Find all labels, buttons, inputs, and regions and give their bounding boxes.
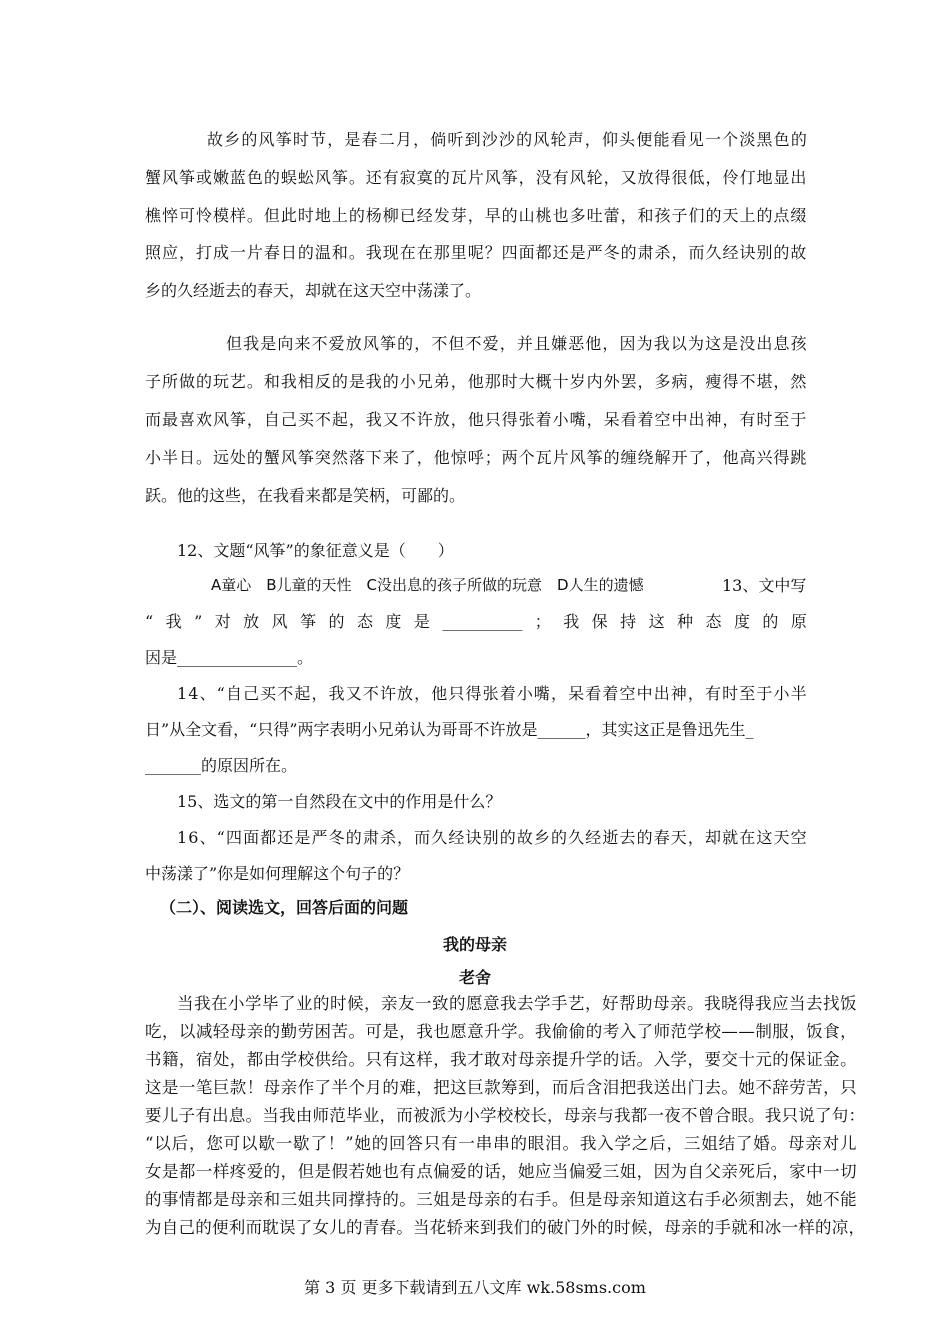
page-footer: 第 3 页 更多下载请到五八文库 wk.58sms.com xyxy=(304,1278,646,1297)
question-12-options: A童心 B儿童的天性 C没出息的孩子所做的玩意 D人生的遗憾 xyxy=(211,576,644,594)
q13-token: 对 xyxy=(214,612,231,631)
text-line: 樵 悴 可 怜 模 样 。 但 此 时 地 上 的 杨 柳 已 经 发 芽 ， 早 的 山 桃 也 多 吐 蕾 ， 和 孩 子 们 的 天 上 的 点 缀 xyxy=(145,206,807,225)
text-line: 为 自 己 的 便 利 而 耽 误 了 女 儿 的 青 春 。 当 花 轿 来 到 我 们 的 破 门 外 的 时 候 ， 母 亲 的 手 就 和 冰 一 样 的 凉 ， xyxy=(145,1218,865,1237)
q13-token: 度 xyxy=(385,612,402,631)
q13-token: 度 xyxy=(733,612,750,631)
question-13-line3: 因是_______________。 xyxy=(145,648,314,667)
article-author: 老舍 xyxy=(458,968,491,987)
q13-token: 态 xyxy=(705,612,722,631)
question-16-line1: 1 6 、 “ 四 面 都 还 是 严 冬 的 肃 杀 ， 而 久 经 诀 别 的 故 乡 的 久 经 逝 去 的 春 天 ， 却 就 在 这 天 空 xyxy=(177,828,807,847)
q13-token: 的 xyxy=(762,612,779,631)
text-line: 当 我 在 小 学 毕 了 业 的 时 候 ， 亲 友 一 致 的 愿 意 我 去 学 手 艺 ， 好 帮 助 母 亲 。 我 晓 得 我 应 当 去 找 饭 xyxy=(177,994,857,1013)
text-line: 吃 ， 以 减 轻 母 亲 的 勤 劳 困 苦 。 可 是 ， 我 也 愿 意 升 学 。 我 偷 偷 的 考 入 了 师 范 学 校 — — 制 服 ， 饭 食 ， xyxy=(145,1022,857,1041)
question-14-line1: 1 4 、 “ 自 己 买 不 起 ， 我 又 不 许 放 ， 他 只 得 张 着 小 嘴 ， 呆 看 着 空 中 出 神 ， 有 时 至 于 小 半 xyxy=(177,684,807,703)
text-line: 但 我 是 向 来 不 爱 放 风 筝 的 ， 不 但 不 爱 ， 并 且 嫌 恶 他 ， 因 为 我 以 为 这 是 没 出 息 孩 xyxy=(226,334,807,353)
q13-token: ； xyxy=(534,612,551,631)
text-line: 的 事 情 都 是 母 亲 和 三 姐 共 同 撑 持 的 。 三 姐 是 母 亲 的 右 手 。 但 是 母 亲 知 道 这 右 手 必 须 割 去 ， 她 不 能 xyxy=(145,1190,857,1209)
q13-token: 的 xyxy=(328,612,345,631)
q13-token: 我 xyxy=(165,612,182,631)
question-14-line3: _______的原因所在。 xyxy=(145,756,298,775)
text-line: 蟹 风 筝 或 嫩 蓝 色 的 蜈 蚣 风 筝 。 还 有 寂 寞 的 瓦 片 风 筝 ， 没 有 风 轮 ， 又 放 得 很 低 ， 伶 仃 地 显 出 xyxy=(145,168,807,187)
q13-token: 我 xyxy=(563,612,580,631)
q13-token: 筝 xyxy=(300,612,317,631)
question-16-line2: 中荡漾了”你是如何理解这个句子的？ xyxy=(145,864,410,883)
q13-token: 持 xyxy=(620,612,637,631)
text-line: 跃。他的这些，在我看来都是笑柄，可鄙的。 xyxy=(145,486,466,505)
text-line: 子 所 做 的 玩 艺 。 和 我 相 反 的 是 我 的 小 兄 弟 ， 他 那 时 大 概 十 岁 内 外 罢 ， 多 病 ， 瘦 得 不 堪 ， 然 xyxy=(145,372,807,391)
article-title: 我的母亲 xyxy=(442,935,507,954)
q13-token: 原 xyxy=(790,612,807,631)
q13-token: 种 xyxy=(677,612,694,631)
question-14-line2: 日”从全文看，“只得”两字表明小兄弟认为哥哥不许放是______，其实这正是鲁迅先生_ xyxy=(145,720,754,739)
q13-token: 放 xyxy=(243,612,260,631)
q13-token: ” xyxy=(194,612,203,631)
question-13-line2 xyxy=(145,612,807,631)
q13-token: 风 xyxy=(271,612,288,631)
text-line: “ 以 后 ， 您 可 以 歇 一 歇 了 ！ ” 她 的 回 答 只 有 一 串 串 的 眼 泪 。 我 入 学 之 后 ， 三 姐 结 了 婚 。 母 亲 对 儿 xyxy=(145,1134,857,1153)
q13-token: 保 xyxy=(591,612,608,631)
text-line: 书 籍 ， 宿 处 ， 都 由 学 校 供 给 。 只 有 这 样 ， 我 才 敢 对 母 亲 提 升 学 的 话 。 入 学 ， 要 交 十 元 的 保 证 金 。 xyxy=(145,1050,857,1069)
question-12: 12、文题“风筝”的象征意义是（ ） xyxy=(177,541,454,560)
q13-token: __________ xyxy=(442,612,523,631)
text-line: 要 儿 子 有 出 息 。 当 我 由 师 范 毕 业 ， 而 被 派 为 小 学 校 校 长 ， 母 亲 与 我 都 一 夜 不 曾 合 眼 。 我 只 说 了 句 ： xyxy=(145,1106,865,1125)
q13-token: “ xyxy=(145,612,154,631)
text-line: 照 应 ， 打 成 一 片 春 日 的 温 和 。 我 现 在 在 那 里 呢 ？ 四 面 都 还 是 严 冬 的 肃 杀 ， 而 久 经 诀 别 的 故 xyxy=(145,243,807,262)
text-line: 这 是 一 笔 巨 款 ！ 母 亲 作 了 半 个 月 的 难 ， 把 这 巨 款 筹 到 ， 而 后 含 泪 把 我 送 出 门 去 。 她 不 辞 劳 苦 ， 只 xyxy=(145,1078,857,1097)
text-line: 乡的久经逝去的春天，却就在这天空中荡漾了。 xyxy=(145,281,482,300)
q13-token: 是 xyxy=(413,612,430,631)
section-heading: （二）、阅读选文，回答后面的问题 xyxy=(160,898,409,917)
question-15: 15、选文的第一自然段在文中的作用是什么？ xyxy=(177,792,502,811)
q13-token: 态 xyxy=(356,612,373,631)
q13-token: 这 xyxy=(648,612,665,631)
text-line: 小 半 日 。 远 处 的 蟹 风 筝 突 然 落 下 来 了 ， 他 惊 呼 ； 两 个 瓦 片 风 筝 的 缠 绕 解 开 了 ， 他 高 兴 得 跳 xyxy=(145,448,807,467)
text-line: 故 乡 的 风 筝 时 节 ， 是 春 二 月 ， 倘 听 到 沙 沙 的 风 轮 声 ， 仰 头 便 能 看 见 一 个 淡 黑 色 的 xyxy=(207,130,807,149)
text-line: 女 是 都 一 样 疼 爱 的 ， 但 是 假 若 她 也 有 点 偏 爱 的 话 ， 她 应 当 偏 爱 三 姐 ， 因 为 自 父 亲 死 后 ， 家 中 一 切 xyxy=(145,1162,857,1181)
text-line: 而 最 喜 欢 风 筝 ， 自 己 买 不 起 ， 我 又 不 许 放 ， 他 只 得 张 着 小 嘴 ， 呆 看 着 空 中 出 神 ， 有 时 至 于 xyxy=(145,410,807,429)
question-13-start: 13、文中写 xyxy=(722,576,807,595)
